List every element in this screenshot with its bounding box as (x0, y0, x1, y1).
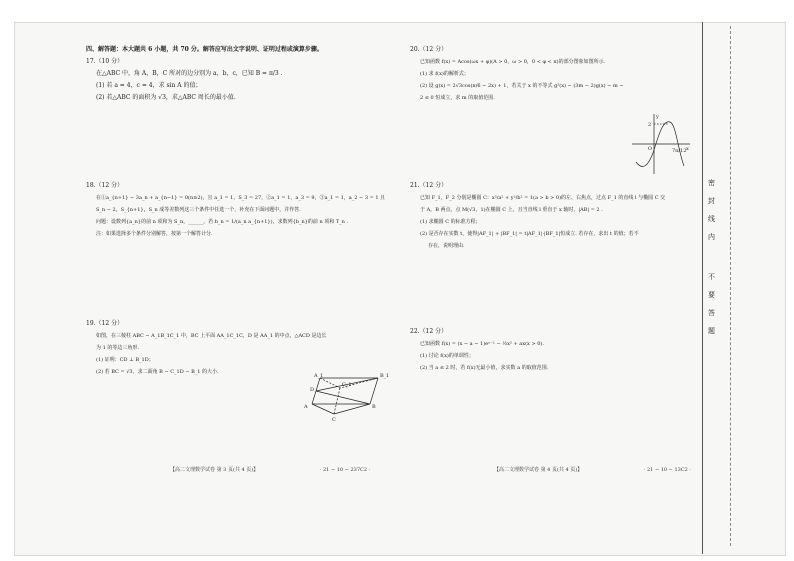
sidebar-char-8: 题 (708, 327, 715, 335)
graph-origin-label: O (648, 146, 653, 152)
q18-line4: 注：如果选择多个条件分别解答，按第一个解答计分. (96, 231, 213, 237)
section-header: 四、解答题：本大题共 6 小题，共 70 分。解答应写出文字说明、证明过程或演算步骤。 (86, 46, 323, 53)
graph-x-value: 7π/12 (672, 148, 687, 154)
sidebar-char-1: 密 (708, 179, 715, 187)
right-footer (494, 466, 691, 473)
q19-line1: 如图，在三棱柱 ABC − A_1B_1C_1 中，BC 上平面 AA_1C_1C，D 是 AA_1 的中点，△ACD 是边长 (96, 333, 327, 339)
q22-line1: 已知函数 f(x) = (x − a − 1)eˣ⁻¹ − ½x² + ax(x > 0). (420, 341, 544, 347)
q19-number: 19.（12 分） (86, 320, 124, 327)
q22-line2: (1) 讨论 f(x)的单调性； (420, 353, 474, 359)
q21-line5: 存在，说明理由. (428, 243, 465, 249)
q21-number: 21.（12 分） (410, 182, 448, 189)
sidebar-char-2: 封 (708, 197, 715, 205)
q18-line3: 问题：设数列{a_n}的前 n 项和为 S_n，______，若 b_n = 1/(a_n a_{n+1})，求数列{b_n}的前 n 项和 T_n . (96, 219, 349, 225)
binding-margin (702, 22, 723, 554)
q21-line2: 于 A，B 两点，点 M(√3，1)在椭圆 C 上，且当直线 l 垂直于 x 轴时，|AB| = 2 . (420, 207, 603, 213)
q17-line3: (2) 若△ABC 的面积为 √3，求△ABC 周长的最小值. (96, 94, 236, 101)
q19-line4: (2) 若 BC = √3，求二面角 B − C_1D − B_1 的大小. (96, 369, 219, 375)
question-20 (410, 44, 624, 104)
q22-number: 22.（12 分） (410, 328, 448, 335)
sidebar-char-3: 线 (708, 215, 715, 223)
q20-line2: (1) 求 f(x)的解析式； (420, 71, 469, 77)
q21-line1: 已知 F_1，F_2 分别是椭圆 C：x²/a² + y²/b² = 1(a > b > 0)的左、右焦点，过点 F_1 的直线 l 与椭圆 C 交 (420, 195, 666, 201)
q22-line3: (2) 当 a ≤ 2 时，若 f(x)无最小值，求实数 a 的取值范围. (420, 365, 549, 371)
q21-line3: (1) 求椭圆 C 的标准方程； (420, 219, 481, 225)
left-footer-code: · 21 − 10 − 237C2 · (319, 467, 371, 473)
q21-line4: (2) 是否存在实数 t，使得|AF_1| + |BF_1| = t|AF_1|·|BF_1|恒成立. 若存在，求出 t 的值；若不 (420, 231, 639, 237)
q20-number: 20.（12 分） (410, 46, 448, 53)
prism-label-b: B (372, 404, 376, 410)
q20-line4: 2 ≤ 0 恒成立，求 m 的取值范围. (420, 95, 495, 101)
question-21 (410, 180, 665, 252)
prism-label-a1: A_1 (314, 373, 324, 379)
q18-line1: 在①a_{n+1} − 3a_n + a_{n−1} = 0(n≥2)，且 a_1 = 1，S_3 = 27，②a_1 = 1，a_3 = 9，③a_1 = 1，a_2 − 3 = 1 且 (96, 195, 386, 201)
q19-line2: 为 1 的等边三角形. (96, 345, 139, 351)
prism-figure (300, 372, 392, 422)
graph-x-label: x (686, 146, 689, 152)
binding-dashed-line (730, 26, 731, 546)
cosine-graph (628, 110, 692, 176)
sidebar-char-6: 要 (708, 291, 715, 299)
q18-number: 18.（12 分） (86, 182, 124, 189)
question-18 (86, 180, 385, 240)
q17-line2: (1) 若 a = 4，c = 4，求 sin A 的值； (96, 82, 202, 89)
question-22 (410, 326, 548, 374)
graph-y-value: 2 (648, 122, 652, 128)
q18-line2: S_n − 2，S_{n+1}，S_n 成等差数列这三个条件中任选一个，补充在下面问题中，并作答. (96, 207, 301, 213)
q20-line1: 已知函数 f(x) = Acos(ωx + φ)(A > 0，ω > 0，0 < φ < π)的部分图象如图所示. (420, 59, 606, 65)
right-footer-title: 【高二文理数学试卷 第 4 页(共 4 页)】 (494, 467, 583, 473)
left-footer (170, 466, 370, 473)
graph-y-label: y (656, 114, 659, 120)
question-19 (86, 318, 326, 378)
right-footer-code: · 21 − 10 − 13C2 · (643, 467, 691, 473)
prism-label-c1: C_1 (342, 382, 352, 388)
prism-label-b1: B_1 (380, 373, 390, 379)
prism-label-d: D (310, 387, 315, 393)
q17-number: 17.（10 分） (86, 58, 124, 65)
prism-label-c: C (332, 417, 336, 422)
q17-line1: 在△ABC 中，角 A，B，C 所对的边分别为 a，b，c，已知 B = π/3 . (96, 70, 283, 77)
left-footer-title: 【高二文理数学试卷 第 3 页(共 4 页)】 (170, 467, 259, 473)
sidebar-char-5: 不 (708, 273, 715, 281)
sidebar-char-4: 内 (708, 233, 715, 241)
q19-line3: (1) 证明：CD ⊥ B_1D； (96, 357, 154, 363)
q20-line3: (2) 设 g(x) = 2√3cos(π/6 − 2x) + 1，若关于 x 的不等式 g²(x) − (3m − 2)g(x) − m − (420, 83, 624, 89)
sidebar-char-7: 答 (708, 309, 715, 317)
prism-label-a: A (304, 404, 308, 410)
left-page (86, 44, 386, 56)
question-17 (86, 56, 283, 104)
